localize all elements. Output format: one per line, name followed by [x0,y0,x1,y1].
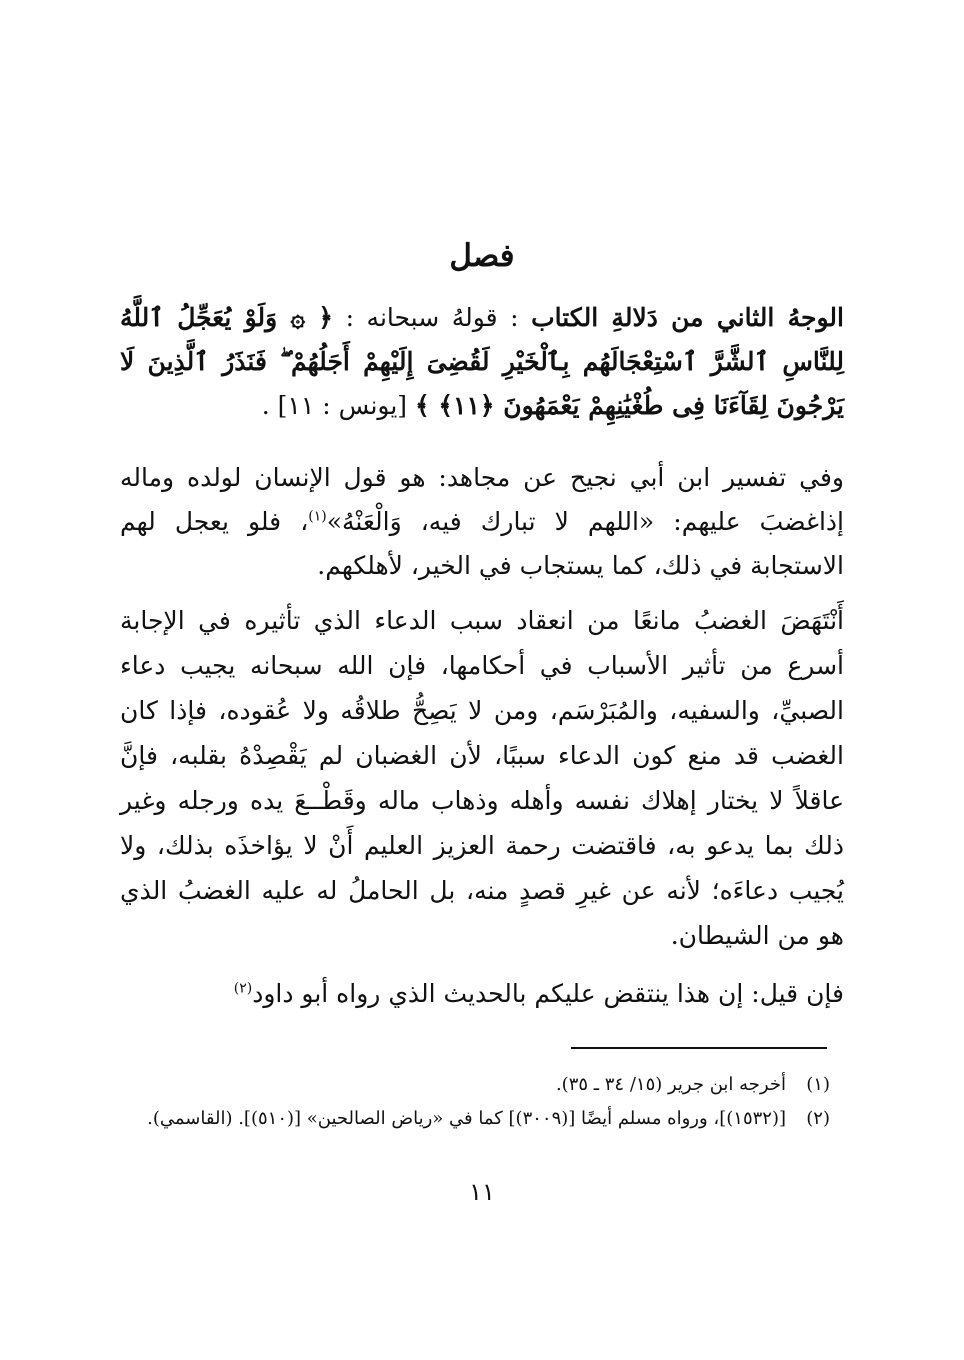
paragraph-lead: الوجهُ الثاني من دَلالةِ الكتاب [531,303,844,332]
paragraph-verse [120,296,844,428]
paragraph-objection-text: فإن قيل: إن هذا ينتقض عليكم بالحديث الذي رواه أبو داود [252,979,844,1008]
paragraph-anger: أَنْتَهَضَ الغضبُ مانعًا من انعقاد سبب الدعاء الذي تأثيره في الإجابة أسرع من تأثير الأسباب في أحكامها، فإن الله سبحانه يجيب دعاء الصبيِّ، والسفيه، والمُبَرْسَم، ومن لا يَصِحُّ طلاقُه ولا عُقوده، فإذا كان الغضب قد منع كون الدعاء سببًا، لأن الغضبان لم يَقْصِدْهُ بقلبه، فإنَّ عاقلاً لا يختار إهلاك نفسه وأهله وذهاب ماله وقَطْــعَ يده ورجله وغير ذلك بما يدعو به، فاقتضت رحمة العزيز العليم أَنْ لا يؤاخذَه بذلك، ولا يُجيب دعاءَه؛ لأنه عن غيرِ قصدٍ منه، بل الحاملُ له عليه الغضبُ الذي هو من الشيطان. [120,606,844,950]
footnote-number: (١) [806,1074,830,1095]
section-heading: فصل [449,238,515,274]
footnote-2 [140,1102,830,1136]
footnote-number: (٢) [806,1108,830,1129]
footnote-text: [(١٥٣٢)]، ورواه مسلم أيضًا [(٣٠٠٩)] كما في «رياض الصالحين» [(٥١٠)]. (القاسمي). [147,1108,786,1129]
quran-verse: ﴿ ۞ وَلَوْ يُعَجِّلُ ٱللَّهُ لِلنَّاسِ ٱلشَّرَّ ٱسْتِعْجَالَهُم بِٱلْخَيْرِ لَقُضِىَ إِلَيْهِمْ أَجَلُهُمْ ۖ فَنَذَرُ ٱلَّذِينَ لَا يَرْجُونَ لِقَآءَنَا فِى طُغْيَٰنِهِمْ يَعْمَهُونَ ﴿١١﴾ ﴾ [120,303,844,420]
verse-reference: [يونس : ١١] . [261,391,408,420]
footnote-1 [140,1068,830,1102]
paragraph-tafsir [120,456,844,588]
paragraph-objection [120,972,844,1016]
paragraph-tafsir-text-after: ، فلو يعجل لهم الاستجابة في ذلك، كما يستجاب في الخير، لأهلكهم. [120,507,844,580]
footnote-separator [571,1047,827,1049]
footnote-text: أخرجه ابن جرير (١٥/ ٣٤ ـ ٣٥). [555,1074,786,1095]
paragraph-intro: : قولهُ سبحانه : [345,303,519,332]
footnotes [140,1068,830,1136]
footnote-ref-2[interactable]: (٢) [233,980,253,997]
page-number: ١١ [469,1178,495,1206]
paragraph-tafsir-text-before: وفي تفسير ابن أبي نجيح عن مجاهد: هو قول الإنسان لولده وماله إذاغضبَ عليهم: «اللهم لا تبارك فيه، وَالْعَنْهُ» [120,463,844,536]
footnote-ref-1[interactable]: (١) [308,508,327,525]
